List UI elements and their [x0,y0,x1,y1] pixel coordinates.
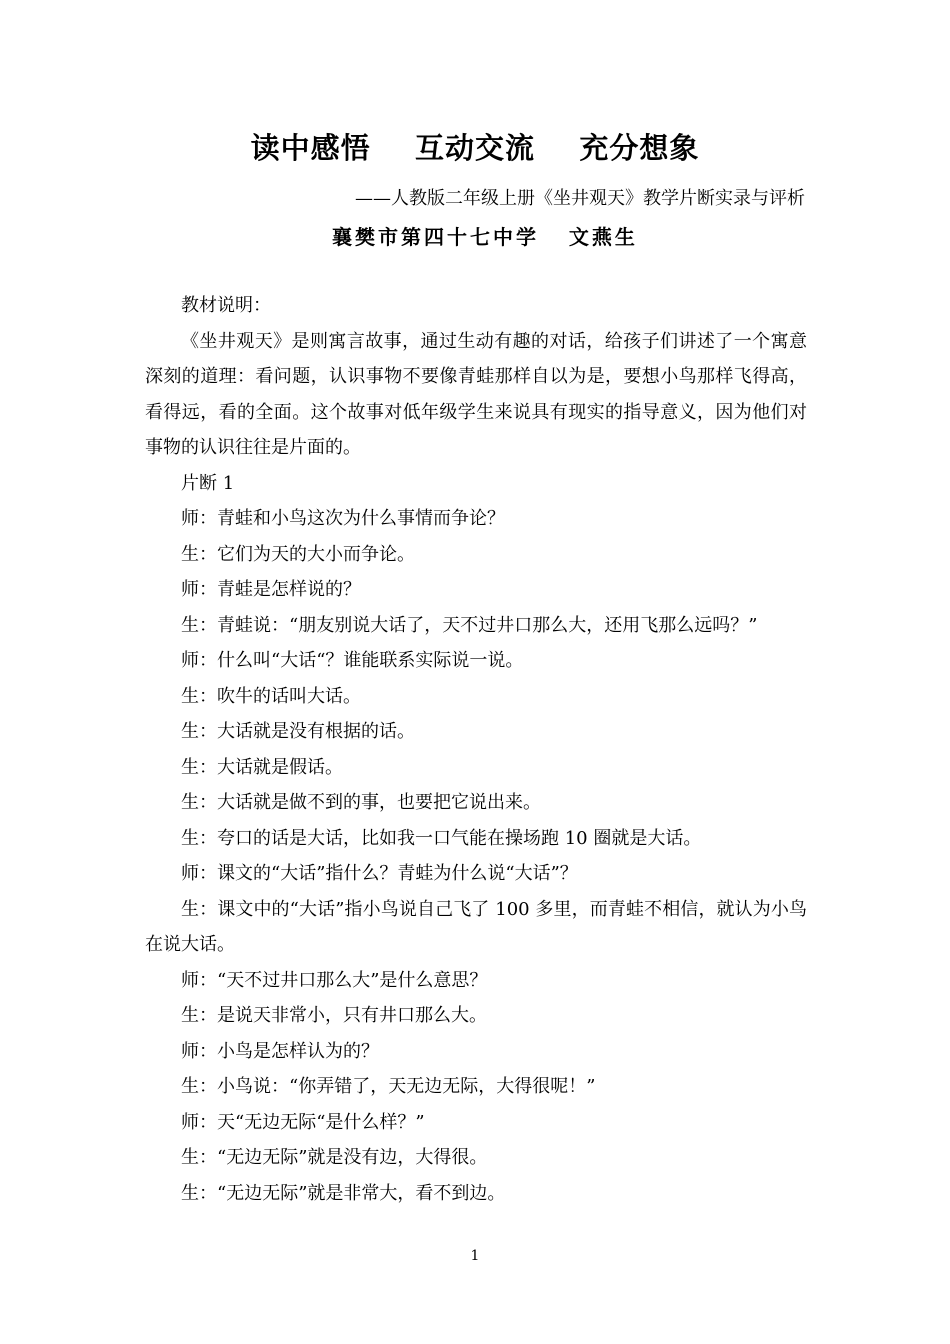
dialogue-line: 生：“无边无际”就是非常大，看不到边。 [181,1182,506,1204]
dialogue-line: 生：夸口的话是大话，比如我一口气能在操场跑 10 圈就是大话。 [181,827,702,849]
dialogue-line: 师：“天不过井口那么大”是什么意思？ [181,969,488,991]
dialogue-line: 生：大话就是做不到的事，也要把它说出来。 [181,792,541,813]
dialogue-line: 生：青蛙说：“朋友别说大话了，天不过井口那么大，还用飞那么远吗？” [181,614,758,636]
dialogue-line: 师：小鸟是怎样认为的？ [181,1040,379,1062]
dialogue-line: 生：大话就是假话。 [181,756,343,778]
section-heading: 教材说明： [181,295,271,316]
dialogue-line: 生：吹牛的话叫大话。 [181,685,361,707]
dialogue-line: 师：青蛙和小鸟这次为什么事情而争论？ [181,508,505,529]
dialogue-line: 生：它们为天的大小而争论。 [181,543,415,565]
document-body [145,288,807,1211]
document-title: 读中感悟 互动交流 充分想象 [250,131,700,165]
page-number: 1 [470,1248,480,1264]
dialogue-line: 生：小鸟说：“你弄错了，天无边无际，大得很呢！” [181,1076,596,1097]
document-subtitle: ——人教版二年级上册《坐井观天》教学片断实录与评析 [355,188,805,209]
dialogue-line: 生：大话就是没有根据的话。 [181,721,415,742]
dialogue-line: 师：课文的“大话”指什么？青蛙为什么说“大话”？ [181,863,578,884]
dialogue-line: 生：“无边无际”就是没有边，大得很。 [181,1147,488,1168]
dialogue-line: 师：什么叫“大话“？谁能联系实际说一说。 [181,650,524,671]
paragraph: 《坐井观天》是则寓言故事，通过生动有趣的对话，给孩子们讲述了一个寓意深刻的道理：看问题，认识事物不要像青蛙那样自以为是，要想小鸟那样飞得高，看得远，看的全面。这个故事对低年级学生来说具有现实的指导意义，因为他们对事物的认识往往是片面的。 [145,330,807,458]
dialogue-line: 师：青蛙是怎样说的？ [181,579,361,600]
dialogue-line: 生：课文中的“大话”指小鸟说自己飞了 100 多里，而青蛙不相信，就认为小鸟在说大话。 [145,898,807,955]
author-line: 襄樊市第四十七中学 文燕生 [332,225,638,249]
dialogue-line: 师：天“无边无际“是什么样？” [181,1111,425,1133]
dialogue-line: 生：是说天非常小，只有井口那么大。 [181,1005,487,1026]
section-heading: 片断 1 [181,472,235,494]
